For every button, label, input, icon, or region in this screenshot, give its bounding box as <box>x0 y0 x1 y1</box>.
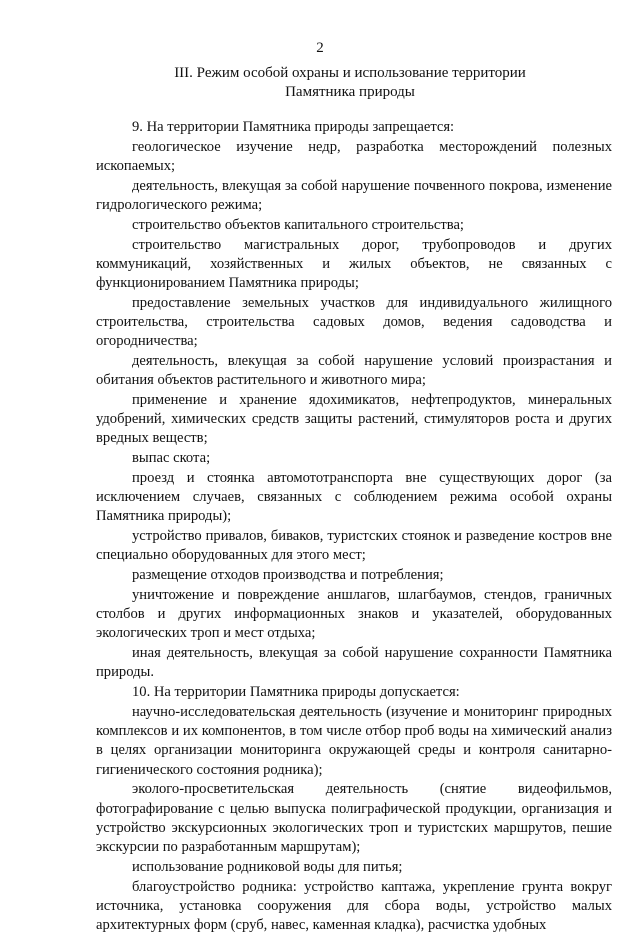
paragraph-item-10-intro: 10. На территории Памятника природы допускается: <box>132 684 460 701</box>
paragraph: строительство магистральных дорог, трубопроводов и других коммуникаций, хозяйственных и жилых объектов, не связанных с функционированием Памятника природы; <box>96 236 612 291</box>
section-heading <box>80 64 620 102</box>
page-number: 2 <box>316 40 324 56</box>
paragraph: геологическое изучение недр, разработка месторождений полезных ископаемых; <box>96 138 612 174</box>
paragraph: деятельность, влекущая за собой нарушение условий произрастания и обитания объектов растительного и животного мира; <box>96 353 612 389</box>
document-body <box>96 118 612 936</box>
section-heading-line-1: III. Режим особой охраны и использование территории <box>174 65 526 81</box>
paragraph: предоставление земельных участков для индивидуального жилищного строительства, строительства садовых домов, ведения садоводства и огородничества; <box>96 294 612 350</box>
paragraph: использование родниковой воды для питья; <box>132 858 403 875</box>
paragraph: деятельность, влекущая за собой нарушение почвенного покрова, изменение гидрологического режима; <box>96 177 612 213</box>
paragraph: выпас скота; <box>132 450 211 467</box>
paragraph: эколого-просветительская деятельность (снятие видеофильмов, фотографирование с целью выпуска полиграфической продукции, организация и устройство экскурсионных экологических троп и туристских маршрутов, пешие экскурсии по разработанным маршрутам); <box>96 781 612 856</box>
section-heading-line-2: Памятника природы <box>285 84 415 100</box>
paragraph: проезд и стоянка автомототранспорта вне существующих дорог (за исключением случаев, связанных с соблюдением режима особой охраны Памятника природы); <box>96 470 612 525</box>
paragraph: научно-исследовательская деятельность (изучение и мониторинг природных комплексов и их компонентов, в том числе отбор проб воды на химический анализ в целях организации мониторинга окружающей среды и контроля санитарно-гигиенического состояния родника); <box>96 704 612 778</box>
paragraph: устройство привалов, биваков, туристских стоянок и разведение костров вне специально оборудованных для этого мест; <box>96 528 612 564</box>
paragraph: размещение отходов производства и потребления; <box>132 567 444 584</box>
paragraph: благоустройство родника: устройство каптажа, укрепление грунта вокруг источника, установка сооружения для сбора воды, устройство малых архитектурных форм (сруб, навес, каменная кладка), расчистка удобных <box>96 878 612 934</box>
paragraph: строительство объектов капитального строительства; <box>132 216 464 233</box>
paragraph: уничтожение и повреждение аншлагов, шлагбаумов, стендов, граничных столбов и других информационных знаков и указателей, оборудованных экологических троп и мест отдыха; <box>96 587 612 642</box>
paragraph-item-9-intro: 9. На территории Памятника природы запрещается: <box>132 119 455 135</box>
paragraph: иная деятельность, влекущая за собой нарушение сохранности Памятника природы. <box>96 645 612 681</box>
paragraph: применение и хранение ядохимикатов, нефтепродуктов, минеральных удобрений, химических средств защиты растений, стимуляторов роста и других вредных веществ; <box>96 392 612 447</box>
